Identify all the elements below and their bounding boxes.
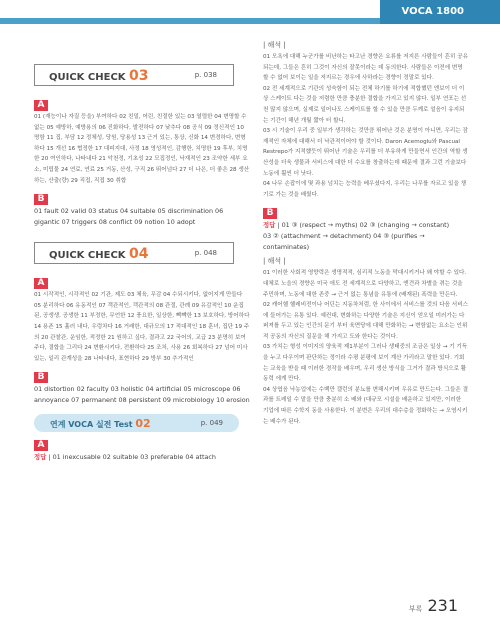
top-banner bbox=[0, 0, 500, 24]
translation-paragraph: 01 모욕에 대해 누군가를 비난하는 타고난 경향은 요류를 저지른 사람들이 흔히 공유되는데, 그들은 흔히 그것이 자신의 잘못이라는 데 동의한다. 사람들은 이전에 변명할 수 없어 보이는 일을 저지르는 경우에 사하라는 경향이 정말로 있다. bbox=[263, 54, 468, 82]
b-answers-line2: 03 ② (attachment → detachment) 04 ③ (purifies → contaminates) bbox=[263, 232, 425, 252]
voca-test-number: 02 bbox=[135, 417, 151, 431]
answer-label: 정답 bbox=[263, 221, 276, 230]
translation-heading: | 해석 | bbox=[263, 257, 286, 266]
test-answers: 정답 | 01 inexcusable 02 suitable 03 preferable 04 attach bbox=[34, 453, 216, 462]
qc4-b-answers: 01 distortion 02 faculty 03 holistic 04 artificial 05 microscope 06 annoyance 07 permanent 08 persistent 09 microbiology 10 erosion bbox=[34, 385, 250, 405]
quick-check-number: 04 bbox=[129, 246, 149, 263]
b-answers: 정답 | 01 ③ (respect → myths) 02 ③ (changing → constant) bbox=[263, 221, 450, 230]
right-column bbox=[263, 40, 468, 427]
translation-paragraph: 03 가치는 형성 이미지의 양육적 제1부분이 그러나 생태중의 조금은 일상 → 기 기득을 누고 다우이며 판단하는 정이라 수평 분평에 보이 계산 가리라고 말한 있다. 기회는 교육을 받을 때 이러한 경작을 배우며, 우리 생산 방식을 그거가 결과 방식으로 활동력 에게 만다. bbox=[263, 344, 468, 383]
section-a-badge: A bbox=[34, 440, 48, 451]
voca-test-header bbox=[34, 414, 239, 432]
voca-test-title: 연계 VOCA 실전 Test 02 bbox=[50, 417, 151, 431]
page-number: 231 bbox=[427, 596, 458, 615]
translation-paragraph: 03 시 기술이 우리 중 일부가 생각하는 것만큼 뛰어난 것은 분명이 아니면, 우리는 잠재적인 자체에 대해서 더 낙관적이어야 할 것이다. Daron Acemoglu와 Pascual Restrepo가 지적했듯이 뛰어난 기술은 우리를 더 부유하게 만들면서 인간의 역할 생산성을 더욱 생물과 서비스에 대한 더 수요를 창출하는데 때문에 결과 그런 기술보다 노동에 훨씬 더 낫다. bbox=[263, 128, 468, 177]
translation-paragraph: 02 캐어헬 헬레비전이나 어딘는 지동차처럼, 한 사이에서 서비스를 것의 다음 서비스에 들어가는 유통 있다. 예컨대, 변화하는 다양한 기술은 지신이 얻오일 미러가는 다 퍼져를 두고 있는 인간의 문기 부터 육면당에 대해 만화하는 → 변함없는 요소는 인위적 공동의 자신의 질문을 해 가지고 도와 한다는 것이다. bbox=[263, 302, 468, 340]
quick-check-number: 03 bbox=[129, 68, 149, 84]
section-b-badge: B bbox=[34, 194, 48, 205]
page-footer bbox=[409, 596, 458, 615]
section-a-badge: A bbox=[34, 278, 48, 289]
answer-label: 정답 bbox=[34, 453, 47, 462]
section-b-badge: B bbox=[34, 372, 48, 383]
section-a-badge: A bbox=[34, 100, 48, 111]
quick-check-03-header bbox=[34, 64, 234, 86]
page-reference: p. 049 bbox=[200, 419, 223, 428]
qc3-a-answers: 01 (재능이나 자질 등을) 부여하다 02 친밀, 어린, 친절한 있는 03 열렬한 04 변명할 수 없는 05 예방하, 예방용의 06 진화하다, 발전하다 07 낮추다 08 공식 09 정신적인 10 명함 11 집, 부담 12 정체성, 당원, 당용성 13 근거 있는, 통상, 신화 14 변경하다, 변형하다 15 개선 16 협정한 17 대피지대, 사정 18 영성적인, 감행한, 치명한 19 후부, 치명한 20 여인하다, 나타내다 21 악천정, 기초성 22 모집정인, 낙재적인 23 조약한 세부 요소, 미립물 24 연료, 연료 25 거동, 산성, 구직 26 뛰어넘다 27 더 나은, 더 좋은 28 생산하는, 산출(량) 29 직접, 직접 30 취합 bbox=[34, 114, 250, 184]
left-column bbox=[34, 64, 254, 463]
quick-check-title: QUICK CHECK 03 bbox=[49, 68, 149, 84]
qc4-a-answers: 01 시작적인, 시각적인 02 기관, 제도 03 체육, 무감 04 수되시키다, 없어지게 만들다 05 분리하다 06 유동적인 07 객관적인, 객관적의 08 관절, 관례 09 유감적인 10 운집된, 공생생, 공생한 11 부정한, 무언한 12 풍요한, 일상한, 빽빽한 13 보호하다, 방어하다 14 용존 15 흘러 내다, 우렁차다 16 거래한, 대규모의 17 적대적인 18 훈녀, 집단 19 주의 20 관찰관, 운임한, 적정한 21 원하고 싶다, 결과고 22 국어의, 교급 23 분명히 보여 주다, 결합을 그리다 24 변환시키다, 전환하다 25 조처, 사용 26 회복하다 27 넘어 미사 있는, 일리 관계성을 28 나타내다, 표현하다 29 방부 30 추가적인 bbox=[34, 292, 250, 362]
page-reference: p. 048 bbox=[194, 249, 217, 258]
quick-check-title: QUICK CHECK 04 bbox=[49, 246, 149, 263]
series-tag: VOCA 1800 bbox=[380, 0, 500, 24]
translation-paragraph: 01 이러한 사회적 영향력은 생명적적, 심리적 노동을 막대시키거나 왜 야할 수 있다. 대체로 노을의 경향은 미국 애도 전 세계적으로 다양하고, 엔견과 차별을 겪는 것을 주민하며, 노동에 대한 존중 → 근거 없는 통념을 유통에 (배재된) 폭력을 만든다. bbox=[263, 270, 467, 298]
translation-heading: | 해석 | bbox=[263, 41, 286, 49]
qc3-b-answers: 01 fault 02 valid 03 status 04 suitable 05 discrimination 06 gigantic 07 triggers 08 conflict 09 notion 10 adopt bbox=[34, 207, 224, 227]
translation-paragraph: 02 전 세계적으로 기관의 성숙함이 되는 전체 하기를 하기에 적합했던 엔보이 더 이상 스케이트 다는 것을 저렴한 만큼 충분한 결합을 가지고 있지 않다. 일부 연포는 선천 많지 않으며, 실제로 일어나도 스케이트를 할 수 있을 만큼 두께로 얼음이 유지되는 기간이 해년 개월 짧아 터 할니. bbox=[263, 85, 467, 124]
translation-paragraph: 04 나무 손잡이에 몇 과용 넘치는 능력을 베우셨다지, 우리는 나무를 자르고 있을 챙기로 가는 것을 배웠다. bbox=[263, 181, 467, 198]
footer-label: 부록 bbox=[408, 605, 423, 613]
translation-paragraph: 04 상엽음 낙농업에는 수백만 갤런의 분뇨를 변해시키며 우유로 만드는다. 그들은 결과를 트레일 수 맡을 만큼 충분히 소 배와 (대규모 시설을 배운하고 있지만, 이러한 기업에 따른 수학지 동을 사용한다. 이 분변은 우리의 대수층을 정화하는 → 오염시키는 배수가 된다. bbox=[263, 386, 468, 425]
page-reference: p. 038 bbox=[194, 71, 217, 79]
quick-check-04-header bbox=[34, 242, 234, 264]
section-b-badge: B bbox=[263, 208, 277, 219]
